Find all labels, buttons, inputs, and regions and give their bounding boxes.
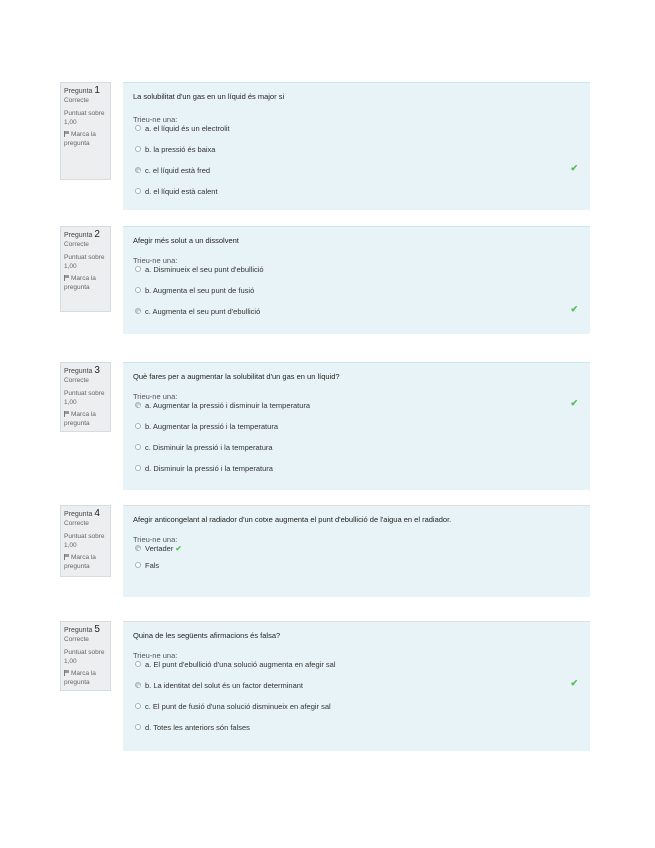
check-icon: ✔: [570, 398, 578, 408]
question-number: Pregunta 2: [64, 229, 100, 240]
flag-icon: [64, 411, 70, 417]
question-number: Pregunta 3: [64, 365, 100, 376]
check-icon: ✔: [570, 304, 578, 314]
question-state: Correcte: [64, 240, 89, 248]
question-content: [123, 362, 590, 490]
radio-button[interactable]: [135, 125, 141, 131]
question-info: [60, 621, 111, 691]
question-state: Correcte: [64, 635, 89, 643]
radio-button[interactable]: [135, 423, 141, 429]
question-info: [60, 362, 111, 432]
question-mark: Puntuat sobre 1,00: [64, 533, 105, 549]
answer-option[interactable]: b. Augmentar la pressió i la temperatura: [133, 422, 580, 443]
radio-button-checked[interactable]: [135, 167, 141, 173]
question-number: Pregunta 4: [64, 508, 100, 519]
answer-option-true[interactable]: Vertader ✔: [133, 544, 580, 561]
question-mark: Puntuat sobre 1,00: [64, 110, 105, 126]
answer-option[interactable]: d. el líquid està calent: [133, 187, 580, 208]
question-text: Quina de les següents afirmacions és falsa?: [133, 631, 281, 640]
question-mark: Puntuat sobre 1,00: [64, 390, 105, 406]
radio-button[interactable]: [135, 724, 141, 730]
question-info: [60, 226, 111, 312]
question-info: [60, 82, 111, 180]
flag-question-link[interactable]: Marca la pregunta: [64, 411, 96, 427]
radio-button[interactable]: [135, 661, 141, 667]
answer-prompt: Trieu-ne una:: [133, 115, 178, 124]
question-text: Afegir més solut a un dissolvent: [133, 236, 239, 245]
question-mark: Puntuat sobre 1,00: [64, 649, 105, 665]
question-content: [123, 226, 590, 334]
answer-prompt: Trieu-ne una:: [133, 256, 178, 265]
radio-button[interactable]: [135, 465, 141, 471]
question-state: Correcte: [64, 519, 89, 527]
answer-prompt: Trieu-ne una:: [133, 535, 178, 544]
check-icon: ✔: [175, 544, 182, 553]
radio-button[interactable]: [135, 188, 141, 194]
check-icon: ✔: [570, 163, 578, 173]
radio-button[interactable]: [135, 266, 141, 272]
question-text: Què fares per a augmentar la solubilitat d'un gas en un líquid?: [133, 372, 340, 381]
flag-question-link[interactable]: Marca la pregunta: [64, 275, 96, 291]
question-state: Correcte: [64, 96, 89, 104]
question-text: Afegir anticongelant al radiador d'un cotxe augmenta el punt d'ebullició de l'aigua en el radiador.: [133, 515, 452, 524]
answer-option[interactable]: c. Augmenta el seu punt d'ebullició ✔: [133, 307, 580, 328]
flag-question-link[interactable]: Marca la pregunta: [64, 131, 96, 147]
answer-option[interactable]: d. Disminuir la pressió i la temperatura: [133, 464, 580, 485]
question-content: [123, 621, 590, 751]
answer-option[interactable]: a. Disminueix el seu punt d'ebullició: [133, 265, 580, 286]
answer-option[interactable]: a. El punt d'ebullició d'una solució augmenta en afegir sal: [133, 660, 580, 681]
flag-icon: [64, 554, 70, 560]
answer-option[interactable]: a. Augmentar la pressió i disminuir la temperatura ✔: [133, 401, 580, 422]
answer-option[interactable]: c. El punt de fusió d'una solució disminueix en afegir sal: [133, 702, 580, 723]
question-content: [123, 82, 590, 210]
flag-icon: [64, 275, 70, 281]
flag-icon: [64, 670, 70, 676]
question-mark: Puntuat sobre 1,00: [64, 254, 105, 270]
answer-option[interactable]: b. La identitat del solut és un factor determinant ✔: [133, 681, 580, 702]
question-content: [123, 505, 590, 597]
radio-button[interactable]: [135, 562, 141, 568]
answer-option[interactable]: a. el líquid és un electrolit: [133, 124, 580, 145]
answer-option-false[interactable]: Fals: [133, 561, 580, 578]
question-info: [60, 505, 111, 577]
question-state: Correcte: [64, 376, 89, 384]
question-number: Pregunta 1: [64, 85, 100, 96]
radio-button-checked[interactable]: [135, 682, 141, 688]
radio-button-checked[interactable]: [135, 545, 141, 551]
answer-prompt: Trieu-ne una:: [133, 651, 178, 660]
radio-button[interactable]: [135, 703, 141, 709]
radio-button[interactable]: [135, 444, 141, 450]
answer-option[interactable]: b. Augmenta el seu punt de fusió: [133, 286, 580, 307]
radio-button-checked[interactable]: [135, 308, 141, 314]
flag-icon: [64, 131, 70, 137]
flag-question-link[interactable]: Marca la pregunta: [64, 554, 96, 570]
answer-option[interactable]: b. la pressió és baixa: [133, 145, 580, 166]
answer-option[interactable]: c. Disminuir la pressió i la temperatura: [133, 443, 580, 464]
radio-button[interactable]: [135, 287, 141, 293]
radio-button[interactable]: [135, 146, 141, 152]
answer-option[interactable]: d. Totes les anteriors són falses: [133, 723, 580, 744]
radio-button-checked[interactable]: [135, 402, 141, 408]
answer-option[interactable]: c. el líquid està fred ✔: [133, 166, 580, 187]
answer-prompt: Trieu-ne una:: [133, 392, 178, 401]
flag-question-link[interactable]: Marca la pregunta: [64, 670, 96, 686]
question-text: La solubilitat d'un gas en un líquid és major si: [133, 92, 285, 101]
check-icon: ✔: [570, 678, 578, 688]
question-number: Pregunta 5: [64, 624, 100, 635]
